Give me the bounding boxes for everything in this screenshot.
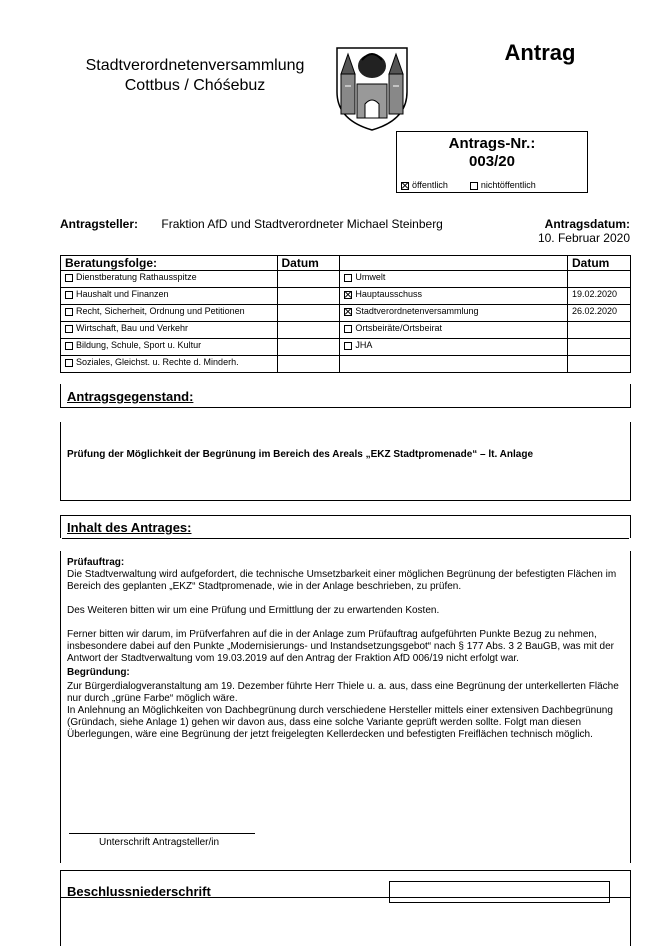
checkbox-empty-icon[interactable] bbox=[344, 342, 352, 350]
consultation-date bbox=[277, 271, 340, 288]
committee-label: Recht, Sicherheit, Ordnung und Petitionen bbox=[76, 306, 245, 316]
consultation-cell-right bbox=[340, 356, 568, 373]
private-option-label: nichtöffentlich bbox=[480, 180, 536, 190]
antrag-number-label: Antrags-Nr.: bbox=[448, 135, 536, 152]
reason-heading: Begründung: bbox=[67, 667, 130, 678]
consultation-cell-left bbox=[61, 305, 278, 322]
checkbox-checked-icon[interactable] bbox=[344, 291, 352, 299]
consultation-cell-left bbox=[61, 356, 278, 373]
consultation-date bbox=[568, 322, 631, 339]
subject-text: Prüfung der Möglichkeit der Begrünung im Bereich des Areals „EKZ Stadtpromenade“ – lt. Anlage bbox=[67, 449, 534, 460]
checkbox-checked-icon[interactable] bbox=[344, 308, 352, 316]
checkbox-empty-icon[interactable] bbox=[65, 274, 73, 282]
consultation-date bbox=[277, 288, 340, 305]
consultation-date bbox=[277, 339, 340, 356]
consultation-cell-left bbox=[61, 322, 278, 339]
paragraph-3: Ferner bitten wir darum, im Prüfverfahren auf die in der Anlage zum Prüfauftrag aufgeführten Punkte Bezug zu nehmen, insbesondere dabei auf den Punkte „Modernisierungs- und Instandsetzungsgebot“ nach § 177 Abs. 3 2 BauGB, was mit der Antwort der Stadtverwaltung vom 19.03.2019 auf den Antrag der Fraktion AfD 006/19 nicht erfolgt war. bbox=[67, 629, 615, 664]
consultation-cell-left bbox=[61, 288, 278, 305]
request-date-value: 10. Februar 2020 bbox=[537, 231, 630, 245]
committee-label: Ortsbeiräte/Ortsbeirat bbox=[355, 323, 442, 333]
committee-label: Umwelt bbox=[355, 272, 386, 282]
checkbox-empty-icon[interactable] bbox=[470, 182, 478, 190]
resolution-title: Beschlussniederschrift bbox=[67, 884, 211, 899]
organization-name bbox=[60, 56, 330, 96]
applicant-value: Fraktion AfD und Stadtverordneter Michael Steinberg bbox=[161, 217, 443, 231]
antrag-number-box bbox=[396, 131, 588, 193]
resolution-section bbox=[60, 870, 631, 946]
subject-section bbox=[60, 384, 631, 501]
content-section bbox=[60, 515, 631, 863]
audit-heading: Prüfauftrag: bbox=[67, 557, 125, 568]
consultation-row bbox=[61, 288, 631, 305]
consultation-date bbox=[568, 339, 631, 356]
paragraph-2: Des Weiteren bitten wir um eine Prüfung und Ermittlung der zu erwartenden Kosten. bbox=[67, 605, 440, 616]
consultation-cell-right bbox=[340, 305, 568, 322]
consultation-row bbox=[61, 356, 631, 373]
committee-label: Bildung, Schule, Sport u. Kultur bbox=[76, 340, 202, 350]
consultation-date: 19.02.2020 bbox=[568, 288, 631, 305]
consultation-row bbox=[61, 271, 631, 288]
applicant-line bbox=[60, 217, 443, 231]
consultation-date bbox=[568, 271, 631, 288]
antrag-number-value: 003/20 bbox=[469, 153, 515, 170]
consultation-row bbox=[61, 305, 631, 322]
checkbox-empty-icon[interactable] bbox=[65, 325, 73, 333]
paragraph-1: Die Stadtverwaltung wird aufgefordert, die technische Umsetzbarkeit einer möglichen Begrünung der befestigten Flächen im Bereich des geplanten „EKZ“ Stadtpromenade, wie in der Anlage beschrieben, zu prüfen. bbox=[67, 569, 617, 592]
consultation-cell-right bbox=[340, 271, 568, 288]
consultation-row bbox=[61, 339, 631, 356]
checkbox-empty-icon[interactable] bbox=[344, 325, 352, 333]
request-date bbox=[500, 217, 630, 245]
committee-label: Hauptausschuss bbox=[355, 289, 422, 299]
subject-title: Antragsgegenstand: bbox=[67, 389, 194, 404]
checkbox-empty-icon[interactable] bbox=[65, 308, 73, 316]
consultation-date bbox=[277, 322, 340, 339]
resolution-field[interactable] bbox=[389, 881, 610, 903]
consultation-table bbox=[60, 255, 631, 373]
public-option-label: öffentlich bbox=[412, 180, 448, 190]
checkbox-empty-icon[interactable] bbox=[344, 274, 352, 282]
org-line-1: Stadtverordnetenversammlung bbox=[85, 57, 305, 74]
committee-label: Haushalt und Finanzen bbox=[76, 289, 169, 299]
applicant-label: Antragsteller: bbox=[60, 217, 139, 231]
content-title: Inhalt des Antrages: bbox=[67, 520, 192, 535]
request-date-label: Antragsdatum: bbox=[544, 217, 630, 231]
checkbox-empty-icon[interactable] bbox=[65, 291, 73, 299]
city-crest-icon bbox=[333, 40, 411, 132]
committee-label: JHA bbox=[355, 340, 373, 350]
committee-label: Stadtverordnetenversammlung bbox=[355, 306, 479, 316]
committee-label: Wirtschaft, Bau und Verkehr bbox=[76, 323, 189, 333]
checkbox-checked-icon[interactable] bbox=[401, 182, 409, 190]
committee-label: Dienstberatung Rathausspitze bbox=[76, 272, 197, 282]
date-column-header-right: Datum bbox=[568, 256, 631, 271]
consultation-cell-right bbox=[340, 339, 568, 356]
signature-line bbox=[69, 833, 255, 834]
checkbox-empty-icon[interactable] bbox=[65, 359, 73, 367]
consultation-cell-left bbox=[61, 339, 278, 356]
paragraph-4: Zur Bürgerdialogveranstaltung am 19. Dezember führte Herr Thiele u. a. aus, dass eine Begrünung der unterkellerten Fläche nur durch „grüne Farbe“ möglich wäre. bbox=[67, 681, 619, 704]
checkbox-empty-icon[interactable] bbox=[65, 342, 73, 350]
consultation-row bbox=[61, 322, 631, 339]
consultation-cell-right bbox=[340, 322, 568, 339]
consultation-cell-left bbox=[61, 271, 278, 288]
private-option[interactable] bbox=[470, 180, 536, 190]
signature-label: Unterschrift Antragsteller/in bbox=[99, 837, 220, 848]
paragraph-5: In Anlehnung an Möglichkeiten von Dachbegrünung durch verschiedene Hersteller mittels einer extensiven Dachbegrünung (Gründach, siehe Anlage 1) gehen wir davon aus, dass eine solche Variante geprüft werden sollte. Folgt man diesen Überlegungen, wäre eine Begrünung der jetzt freigelegten Kellerdecken und befestigten Freiflächen technisch möglich. bbox=[67, 705, 613, 740]
consultation-date: 26.02.2020 bbox=[568, 305, 631, 322]
org-line-2: Cottbus / Chóśebuz bbox=[124, 77, 266, 94]
public-option[interactable] bbox=[401, 180, 448, 190]
consultation-title: Beratungsfolge: bbox=[61, 256, 278, 271]
consultation-cell-right bbox=[340, 288, 568, 305]
consultation-date bbox=[277, 305, 340, 322]
consultation-date bbox=[568, 356, 631, 373]
date-column-header-left: Datum bbox=[277, 256, 340, 271]
document-type-title: Antrag bbox=[504, 40, 576, 65]
committee-label: Soziales, Gleichst. u. Rechte d. Minderh. bbox=[76, 357, 239, 367]
consultation-date bbox=[277, 356, 340, 373]
